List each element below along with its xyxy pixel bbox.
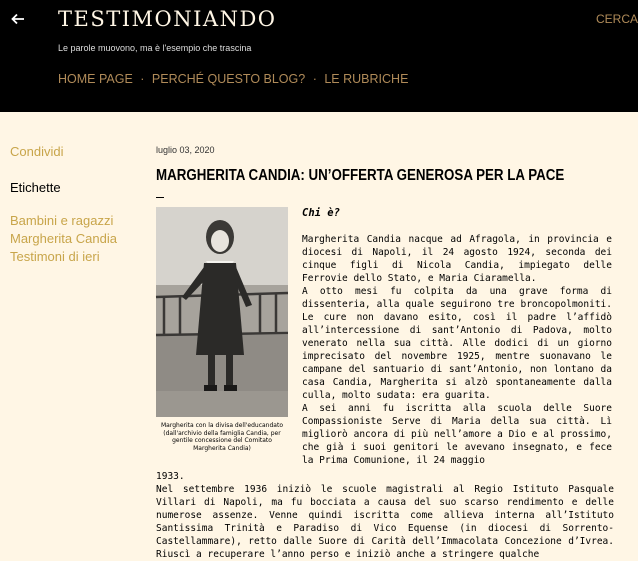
labels-list (10, 212, 117, 266)
post-date[interactable]: luglio 03, 2020 (156, 145, 215, 155)
post-photo[interactable] (156, 207, 288, 417)
nav-home-page[interactable]: HOME PAGE (58, 72, 133, 86)
search-button[interactable]: CERCA (596, 12, 638, 26)
paragraph-continued: 1933. (156, 471, 185, 482)
post-body-full-width (156, 470, 614, 561)
label-link[interactable]: Testimoni di ieri (10, 249, 100, 264)
label-link[interactable]: Margherita Candia (10, 231, 117, 246)
paragraph: A sei anni fu iscritta alla scuola delle Suore Compassioniste Serve di Maria della sua città. Lì migliorò ancora di più nell’amore a Dio e al prossimo, che già i suoi genitori le avevano insegnato, e fece la Prima Comunione, il 24 maggio (302, 403, 612, 466)
post-body-right (302, 233, 612, 467)
title-rule (156, 197, 164, 198)
labels-heading: Etichette (10, 180, 61, 195)
label-link[interactable]: Bambini e ragazzi (10, 213, 114, 228)
back-arrow-icon[interactable] (10, 11, 26, 27)
sidebar (10, 144, 140, 264)
nav-separator: · (312, 72, 317, 86)
photo-girl-at-railing (156, 207, 288, 417)
paragraph: Nel settembre 1936 iniziò le scuole magistrali al Regio Istituto Pasquale Villari di Napoli, ma fu bocciata a causa del suo scarso rendimento e delle numerose assenze. Venne quindi iscritta come allieva interna all’Istituto Santissima Trinità e Paradiso di Vico Equense (in diocesi di Sorrento-Castellammare), retto dalle Suore di Carità dell’Immacolata Concezione d’Ivrea. Riuscì a recuperare l’anno perso e iniziò anche a stringere qualche (156, 484, 614, 560)
nav-separator: · (140, 72, 145, 86)
post-title[interactable]: MARGHERITA CANDIA: UN’OFFERTA GENEROSA PER LA PACE (156, 167, 565, 184)
site-title[interactable]: TESTIMONIANDO (58, 7, 277, 31)
section-heading: Chi è? (302, 207, 340, 219)
main-nav (58, 72, 408, 86)
photo-caption: Margherita con la divisa dell'educandato (dall'archivio della famiglia Candia, per gentile concessione del Comitato Margherita Candia) (161, 422, 283, 452)
paragraph: A otto mesi fu colpita da una grave forma di dissenteria, alla quale seguirono tre broncopolmoniti. Le cure non davano esito, così il padre l’affidò all’intercessione di sant’Antonio di Padova, molto venerato nella sua città. Alle dodici di un giorno imprecisato del novembre 1925, mentre suonavano le campane del santuario di sant’Antonio, non lontano da casa Candia, Margherita si alzò spontaneamente dalla culla, molto sudata: era guarita. (302, 286, 612, 401)
blog-post (156, 145, 622, 560)
share-link[interactable]: Condividi (10, 144, 64, 159)
site-header (0, 0, 638, 112)
nav-perche-questo-blog[interactable]: PERCHÉ QUESTO BLOG? (151, 72, 306, 86)
site-description: Le parole muovono, ma è l'esempio che trascina (58, 43, 252, 53)
paragraph: Margherita Candia nacque ad Afragola, in provincia e diocesi di Napoli, il 24 agosto 1924, seconda dei cinque figli di Nicola Candia, impiegato delle Ferrovie dello Stato, e Maria Ciaramella. (302, 234, 612, 284)
nav-le-rubriche[interactable]: LE RUBRICHE (324, 72, 409, 86)
